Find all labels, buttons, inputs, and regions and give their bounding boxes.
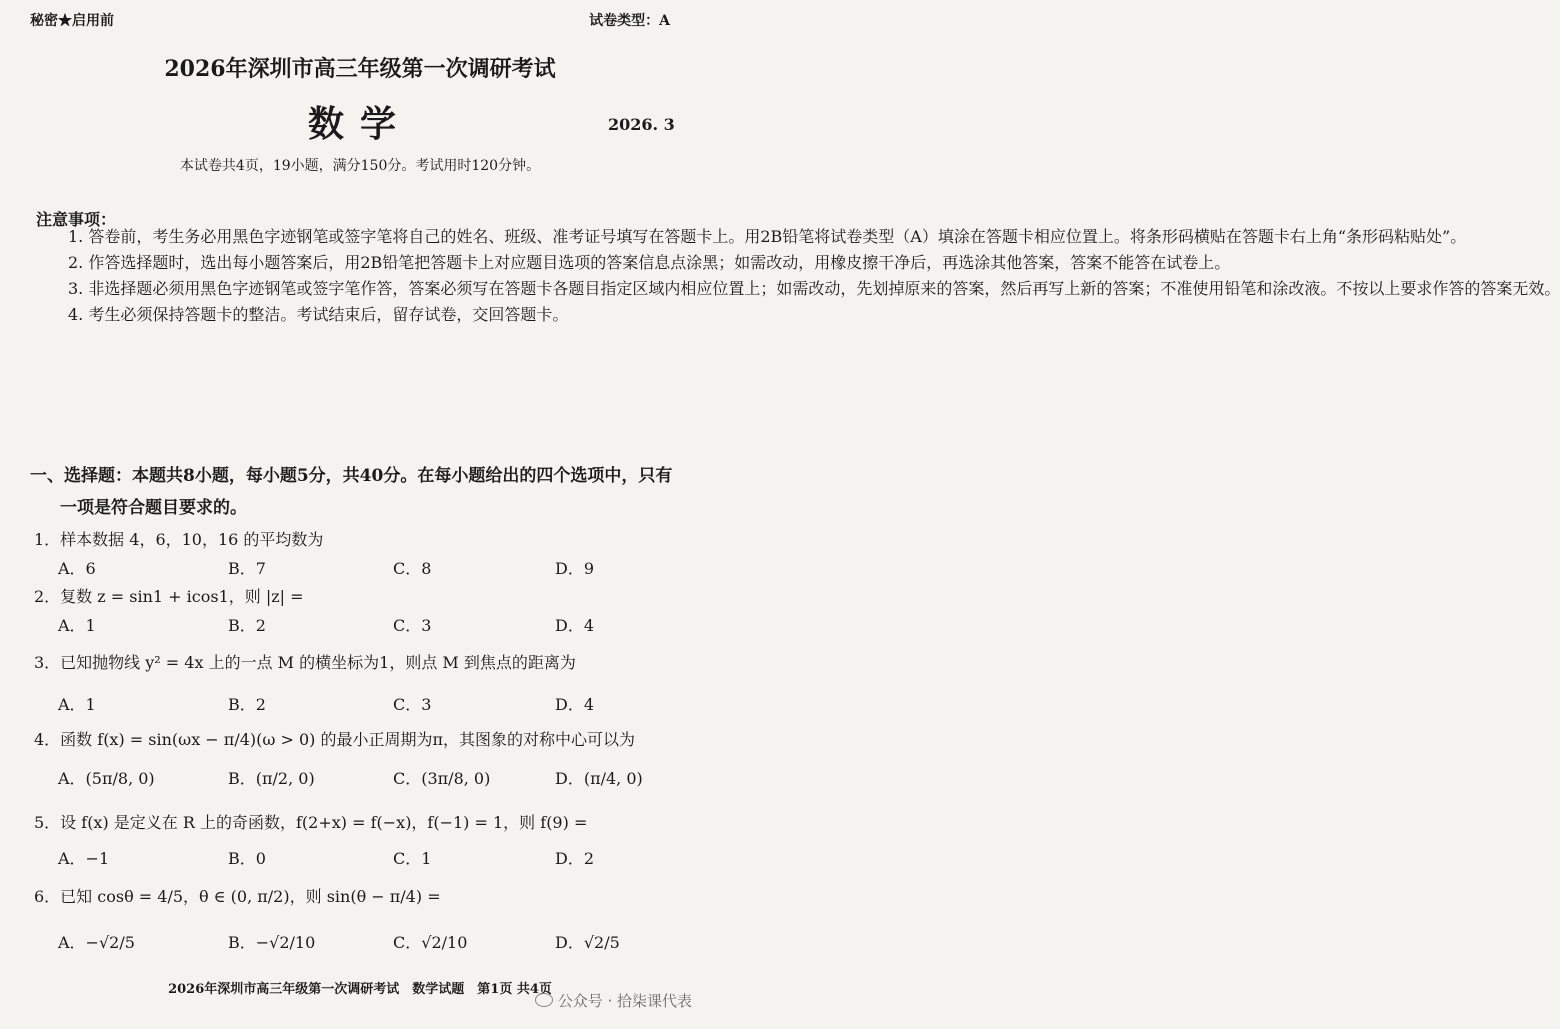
option-a: A．1	[58, 616, 96, 635]
exam-date: 2026. 3	[608, 115, 675, 134]
question-5: 5．设 f(x) 是定义在 R 上的奇函数，f(2+x) = f(−x)，f(−1) = 1，则 f(9) =	[34, 813, 588, 832]
watermark-text: 公众号 · 拾柒课代表	[557, 992, 692, 1010]
exam-title: 2026年深圳市高三年级第一次调研考试	[164, 56, 556, 82]
section-line-1: 一、选择题：本题共8小题，每小题5分，共40分。在每小题给出的四个选项中，只有	[30, 466, 673, 486]
option-c: C．3	[393, 616, 432, 635]
notes-title: 注意事项：	[36, 210, 117, 229]
option-a: A．1	[58, 695, 96, 714]
option-a: A．6	[58, 559, 96, 578]
option-c: C．3	[393, 695, 432, 714]
note-item: 3. 非选择题必须用黑色字迹钢笔或签字笔作答，答案必须写在答题卡各题目指定区域内相应位置上；如需改动，先划掉原来的答案，然后再写上新的答案；不准使用铅笔和涂改液。不按以上要求作答的答案无效。	[68, 279, 1560, 298]
note-item: 4. 考生必须保持答题卡的整洁。考试结束后，留存试卷，交回答题卡。	[68, 305, 569, 324]
option-b: B．2	[228, 695, 266, 714]
option-a: A．(5π/8, 0)	[58, 769, 155, 788]
question-6: 6．已知 cosθ = 4/5，θ ∈ (0, π/2)，则 sin(θ − π/4) =	[34, 887, 441, 906]
watermark	[535, 990, 692, 1011]
note-item: 1. 答卷前，考生务必用黑色字迹钢笔或签字笔将自己的姓名、班级、准考证号填写在答题卡上。用2B铅笔将试卷类型（A）填涂在答题卡相应位置上。将条形码横贴在答题卡右上角“条形码粘贴处”。	[68, 227, 1467, 246]
option-d: D．4	[555, 695, 595, 714]
option-d: D．2	[555, 849, 595, 868]
subject-title: 数学	[307, 103, 412, 145]
notes-list	[36, 224, 1560, 328]
question-4: 4．函数 f(x) = sin(ωx − π/4)(ω > 0) 的最小正周期为π，其图象的对称中心可以为	[34, 730, 636, 749]
option-c: C．8	[393, 559, 432, 578]
option-b: B．0	[228, 849, 266, 868]
paper-type-label: 试卷类型：A	[589, 13, 670, 29]
wechat-icon	[535, 993, 553, 1007]
option-c: C．√2/10	[393, 933, 468, 952]
option-d: D．9	[555, 559, 595, 578]
option-c: C．(3π/8, 0)	[393, 769, 491, 788]
page-footer: 2026年深圳市高三年级第一次调研考试 数学试题 第1页 共4页	[168, 982, 552, 997]
question-1: 1．样本数据 4，6，10，16 的平均数为	[34, 530, 324, 549]
question-2: 2．复数 z = sin1 + icos1，则 |z| =	[34, 587, 304, 606]
option-b: B．−√2/10	[228, 933, 316, 952]
option-b: B．2	[228, 616, 266, 635]
question-3: 3．已知抛物线 y² = 4x 上的一点 M 的横坐标为1，则点 M 到焦点的距离为	[34, 653, 576, 672]
option-b: B．(π/2, 0)	[228, 769, 315, 788]
note-item: 2. 作答选择题时，选出每小题答案后，用2B铅笔把答题卡上对应题目选项的答案信息点涂黑；如需改动，用橡皮擦干净后，再选涂其他答案，答案不能答在试卷上。	[68, 253, 1231, 272]
exam-info: 本试卷共4页，19小题，满分150分。考试用时120分钟。	[179, 158, 541, 174]
confidential-label: 秘密★启用前	[30, 13, 114, 29]
option-b: B．7	[228, 559, 266, 578]
section-heading	[30, 460, 680, 524]
option-d: D．4	[555, 616, 595, 635]
option-a: A．−√2/5	[58, 933, 135, 952]
option-c: C．1	[393, 849, 432, 868]
section-line-2: 一项是符合题目要求的。	[60, 498, 247, 518]
option-d: D．(π/4, 0)	[555, 769, 643, 788]
option-d: D．√2/5	[555, 933, 620, 952]
option-a: A．−1	[58, 849, 110, 868]
